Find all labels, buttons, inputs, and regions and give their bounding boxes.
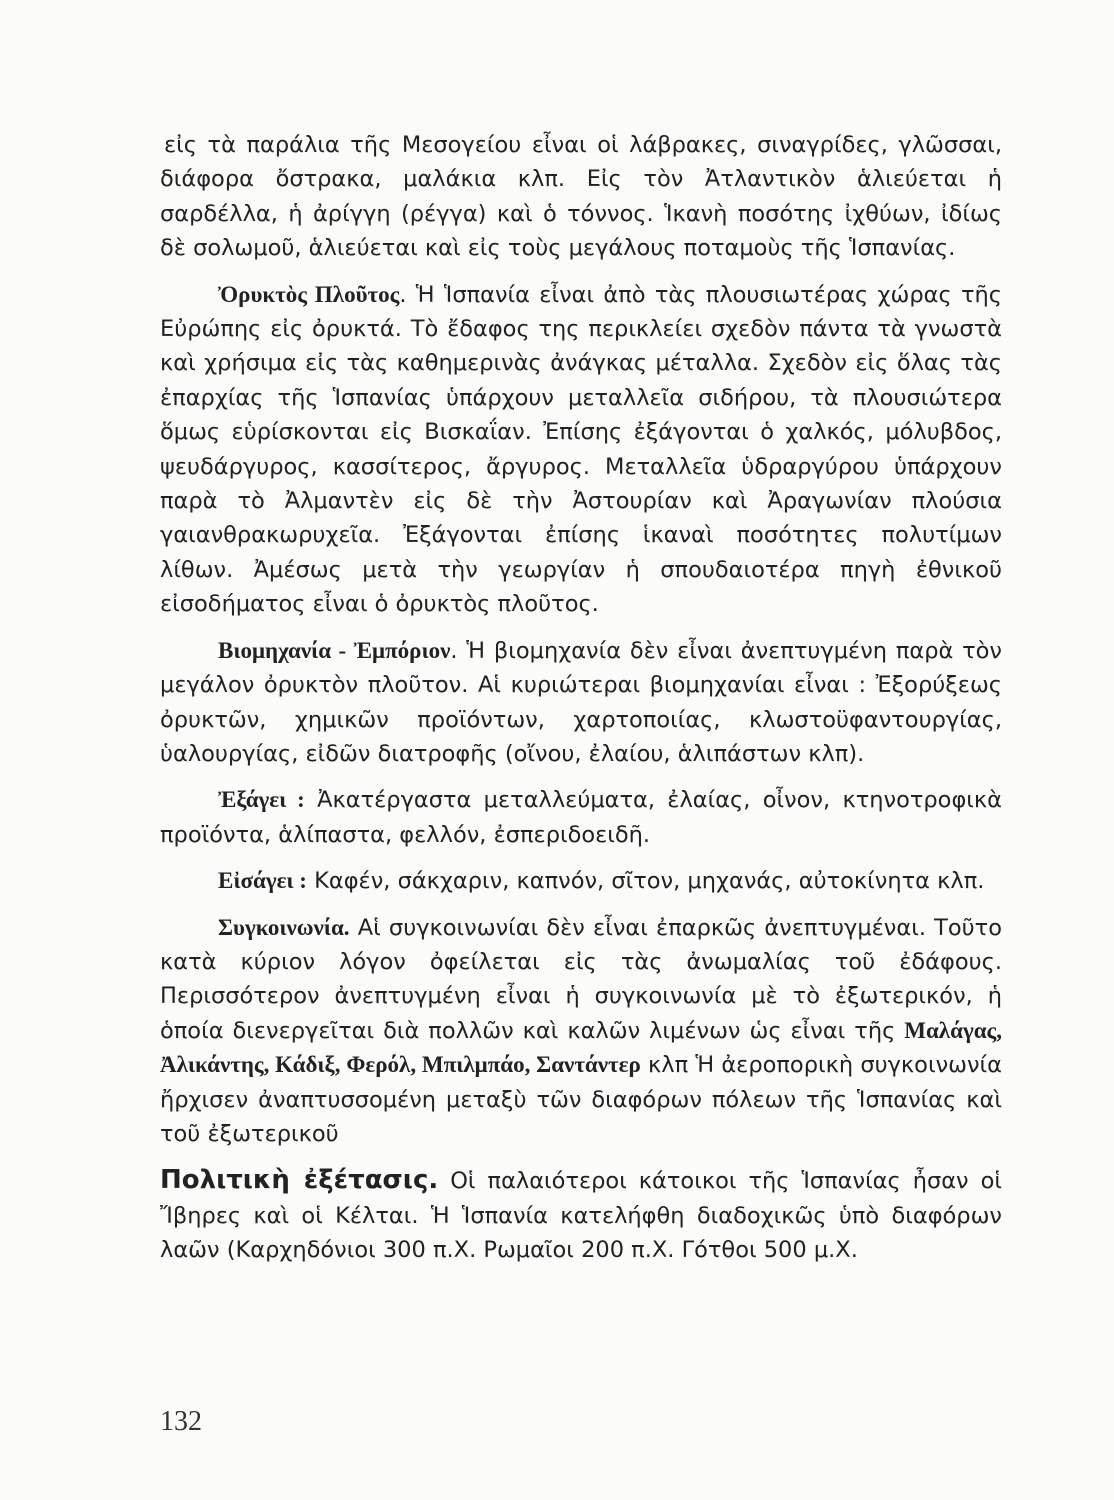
paragraph-exports	[160, 783, 1002, 852]
paragraph-political-review	[160, 1163, 1002, 1267]
paragraph-text: . Ἡ Ἱσπανία εἶναι ἀπὸ τὰς πλουσιωτέρας χώρας τῆς Εὐρώπης εἰς ὀρυκτά. Τὸ ἔδαφος της περικλείει σχεδὸν πάντα τὰ γνωστὰ καὶ χρήσιμα εἰς τὰς καθημερινὰς ἀνάγκας μέταλλα. Σχεδὸν εἰς ὅλας τὰς ἐπαρχίας τῆς Ἱσπανίας ὑπάρχουν μεταλλεῖα σιδήρου, τὰ πλουσιώτερα ὅμως εὑρίσκονται εἰς Βισκαΐαν. Ἐπίσης ἐξάγονται ὁ χαλκός, μόλυβδος, ψευδάργυρος, κασσίτερος, ἄργυρος. Μεταλλεῖα ὑδραργύρου ὑπάρχουν παρὰ τὸ Ἀλμαντὲν εἰς δὲ τὴν Ἀστουρίαν καὶ Ἀραγωνίαν πλούσια γαιανθρακωρυχεῖα. Ἐξάγονται ἐπίσης ἱκαναὶ ποσότητες πολυτίμων λίθων. Ἀμέσως μετὰ τὴν γεωργίαν ἡ σπουδαιοτέρα πηγὴ ἐθνικοῦ εἰσοδήματος εἶναι ὁ ὀρυκτὸς πλοῦτος.	[160, 281, 1002, 618]
paragraph-text: κλπ Ἡ ἀεροπορικὴ συγκοινωνία ἤρχισεν ἀναπτυσσομένη μεταξὺ τῶν διαφόρων πόλεων τῆς Ἱσπανίας καὶ τοῦ ἐξωτερικοῦ	[160, 1052, 1002, 1147]
section-heading-exports: Ἐξάγει :	[218, 787, 305, 813]
paragraph-text: Οἱ παλαιότεροι κάτοικοι τῆς Ἱσπανίας ἦσαν οἱ Ἴβηρες καὶ οἱ Κέλται. Ἡ Ἱσπανία κατελήφθη διαδοχικῶς ὑπὸ διαφόρων λαῶν (Καρχηδόνιοι 300 π.Χ. Ρωμαῖοι 200 π.Χ. Γότθοι 500 μ.Χ.	[160, 1168, 1002, 1264]
paragraph-industry-trade	[160, 634, 1002, 772]
body-text	[160, 128, 1002, 1268]
page-number: 132	[160, 1406, 202, 1437]
paragraph-text: εἰς τὰ παράλια τῆς Μεσογείου εἶναι οἱ λάβρακες, σιναγρίδες, γλῶσσαι, διάφορα ὄστρακα, μαλάκια κλπ. Εἰς τὸν Ἀτλαντικὸν ἁλιεύεται ἡ σαρδέλλα, ἡ ἀρίγγη (ρέγγα) καὶ ὁ τόννος. Ἱκανὴ ποσότης ἰχθύων, ἰδίως δὲ σολωμοῦ, ἁλιεύεται καὶ εἰς τοὺς μεγάλους ποταμοὺς τῆς Ἱσπανίας.	[160, 132, 1002, 262]
paragraph-communications	[160, 911, 1002, 1152]
paragraph-text: Αἱ συγκοινωνίαι δὲν εἶναι ἐπαρκῶς ἀνεπτυγμέναι. Τοῦτο κατὰ κύριον λόγον ὀφείλεται εἰς τὰς ἀνωμαλίας τοῦ ἐδάφους. Περισσότερον ἀνεπτυγμένη εἶναι ἡ συγκοινωνία μὲ τὸ ἐξωτερικόν, ἡ ὁποία διενεργεῖται διὰ πολλῶν καὶ καλῶν λιμένων ὡς εἶναι τῆς	[160, 914, 1002, 1044]
ports-list: Μαλάγας, Ἀλικάντης, Κάδιξ, Φερόλ, Μπιλμπάο, Σαντάντερ	[160, 1017, 1002, 1078]
paragraph-text: . Ἡ βιομηχανία δὲν εἶναι ἀνεπτυγμένη παρὰ τὸν μεγάλον ὀρυκτὸν πλοῦτον. Αἱ κυριώτεραι βιομηχανίαι εἶναι : Ἐξορύξεως ὀρυκτῶν, χημικῶν προϊόντων, χαρτοποιίας, κλωστοϋφαντουργίας, ὑαλουργίας, εἰδῶν διατροφῆς (οἴνου, ἐλαίου, ἁλιπάστων κλπ).	[160, 637, 1003, 767]
paragraph-text: Καφέν, σάκχαριν, καπνόν, σῖτον, μηχανάς, αὐτοκίνητα κλπ.	[306, 868, 985, 895]
paragraph-text: Ἀκατέργαστα μεταλλεύματα, ἐλαίας, οἶνον, κτηνοτροφικὰ προϊόντα, ἁλίπαστα, φελλόν, ἐσπεριδοειδῆ.	[160, 787, 1002, 848]
section-heading-imports: Εἰσάγει :	[218, 868, 307, 894]
paragraph-imports	[160, 864, 1002, 898]
section-heading-mineral-wealth: Ὀρυκτὸς Πλοῦτος	[218, 281, 400, 307]
paragraph-mineral-wealth	[160, 278, 1002, 622]
section-heading-industry-trade: Βιομηχανία - Ἐμπόριον	[218, 637, 451, 663]
paragraph-fisheries	[160, 128, 1002, 266]
section-heading-communications: Συγκοινωνία.	[218, 914, 350, 940]
section-heading-political-review: Πολιτικὴ ἐξέτασις.	[160, 1165, 439, 1196]
